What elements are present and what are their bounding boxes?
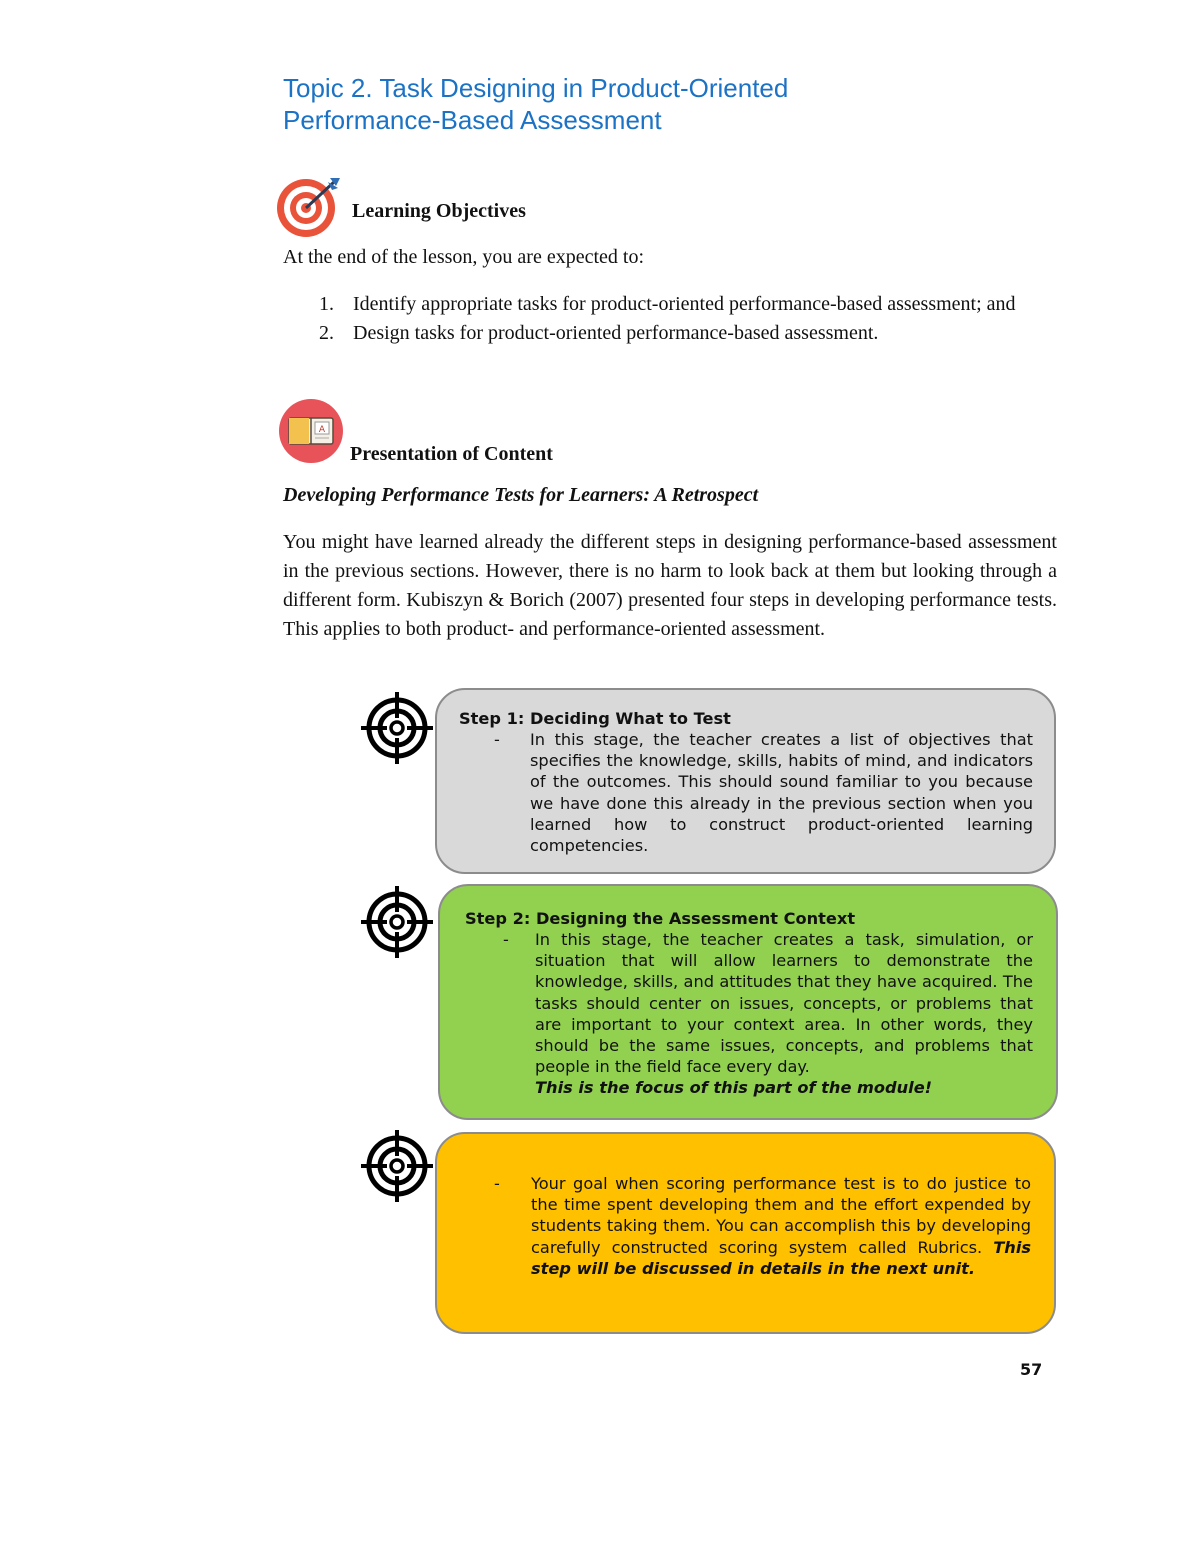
content-paragraph: You might have learned already the different steps in designing performance-based assessment in the previous sections. However, there is no harm to look back at them but looking through a different form. Kubiszyn & Borich (2007) presented four steps in developing performance tests. This applies to both product- and performance-oriented assessment. [283, 531, 1057, 640]
step2-title: Step 2: Designing the Assessment Context [465, 909, 856, 928]
page-number: 57 [1020, 1360, 1043, 1379]
topic-title-line2: Performance-Based Assessment [283, 105, 662, 135]
step2-emphasis: This is the focus of this part of the module! [535, 1078, 933, 1098]
objectives-list [283, 290, 1023, 348]
step2-text: In this stage, the teacher creates a task, simulation, or situation that will allow learners to demonstrate the knowledge, skills, and attitudes that they have acquired. The tasks should center on issues, concepts, or problems that are important to your context area. In other words, they should be the same issues, concepts, and problems that people in the field face every day. [535, 930, 1033, 1077]
step1-box [435, 688, 1056, 874]
step3-emphasis: This step will be discussed in details in the next unit. [531, 1237, 1031, 1278]
list-item-number: 2. [319, 322, 334, 344]
topic-title-line1: Topic 2. Task Designing in Product-Oriented [283, 73, 789, 103]
crosshair-icon [361, 1130, 433, 1202]
step3-text: Your goal when scoring performance test is to do justice to the time spent developing them and the effort expended by students taking them. You can accomplish this by developing carefully constructed scoring system called Rubrics. [531, 1174, 1031, 1257]
step1-text: In this stage, the teacher creates a list of objectives that specifies the knowledge, skills, habits of mind, and indicators of the outcomes. This should sound familiar to you because we have done this already in the previous section when you learned how to construct product-oriented learning competencies. [530, 730, 1033, 856]
step1-title: Step 1: Deciding What to Test [459, 709, 731, 728]
step2-box [438, 884, 1058, 1120]
list-item-text: Identify appropriate tasks for product-oriented performance-based assessment; and [353, 293, 1016, 315]
crosshair-icon [361, 886, 433, 958]
step3-dash: - [494, 1174, 500, 1193]
target-dart-icon [276, 176, 342, 238]
list-item-number: 1. [319, 293, 334, 315]
step1-dash: - [494, 730, 500, 749]
crosshair-icon [361, 692, 433, 764]
topic-title [283, 72, 983, 136]
list-item-text: Design tasks for product-oriented performance-based assessment. [353, 322, 879, 344]
book-icon [277, 398, 345, 464]
objectives-intro: At the end of the lesson, you are expected to: [283, 246, 644, 268]
svg-text:A: A [318, 425, 326, 435]
step2-dash: - [503, 930, 509, 949]
step3-box [435, 1132, 1056, 1334]
learning-objectives-heading: Learning Objectives [352, 200, 526, 222]
list-item [283, 290, 1023, 318]
presentation-heading: Presentation of Content [350, 443, 553, 465]
content-subheading: Developing Performance Tests for Learners: A Retrospect [283, 484, 759, 506]
list-item [283, 319, 1023, 347]
